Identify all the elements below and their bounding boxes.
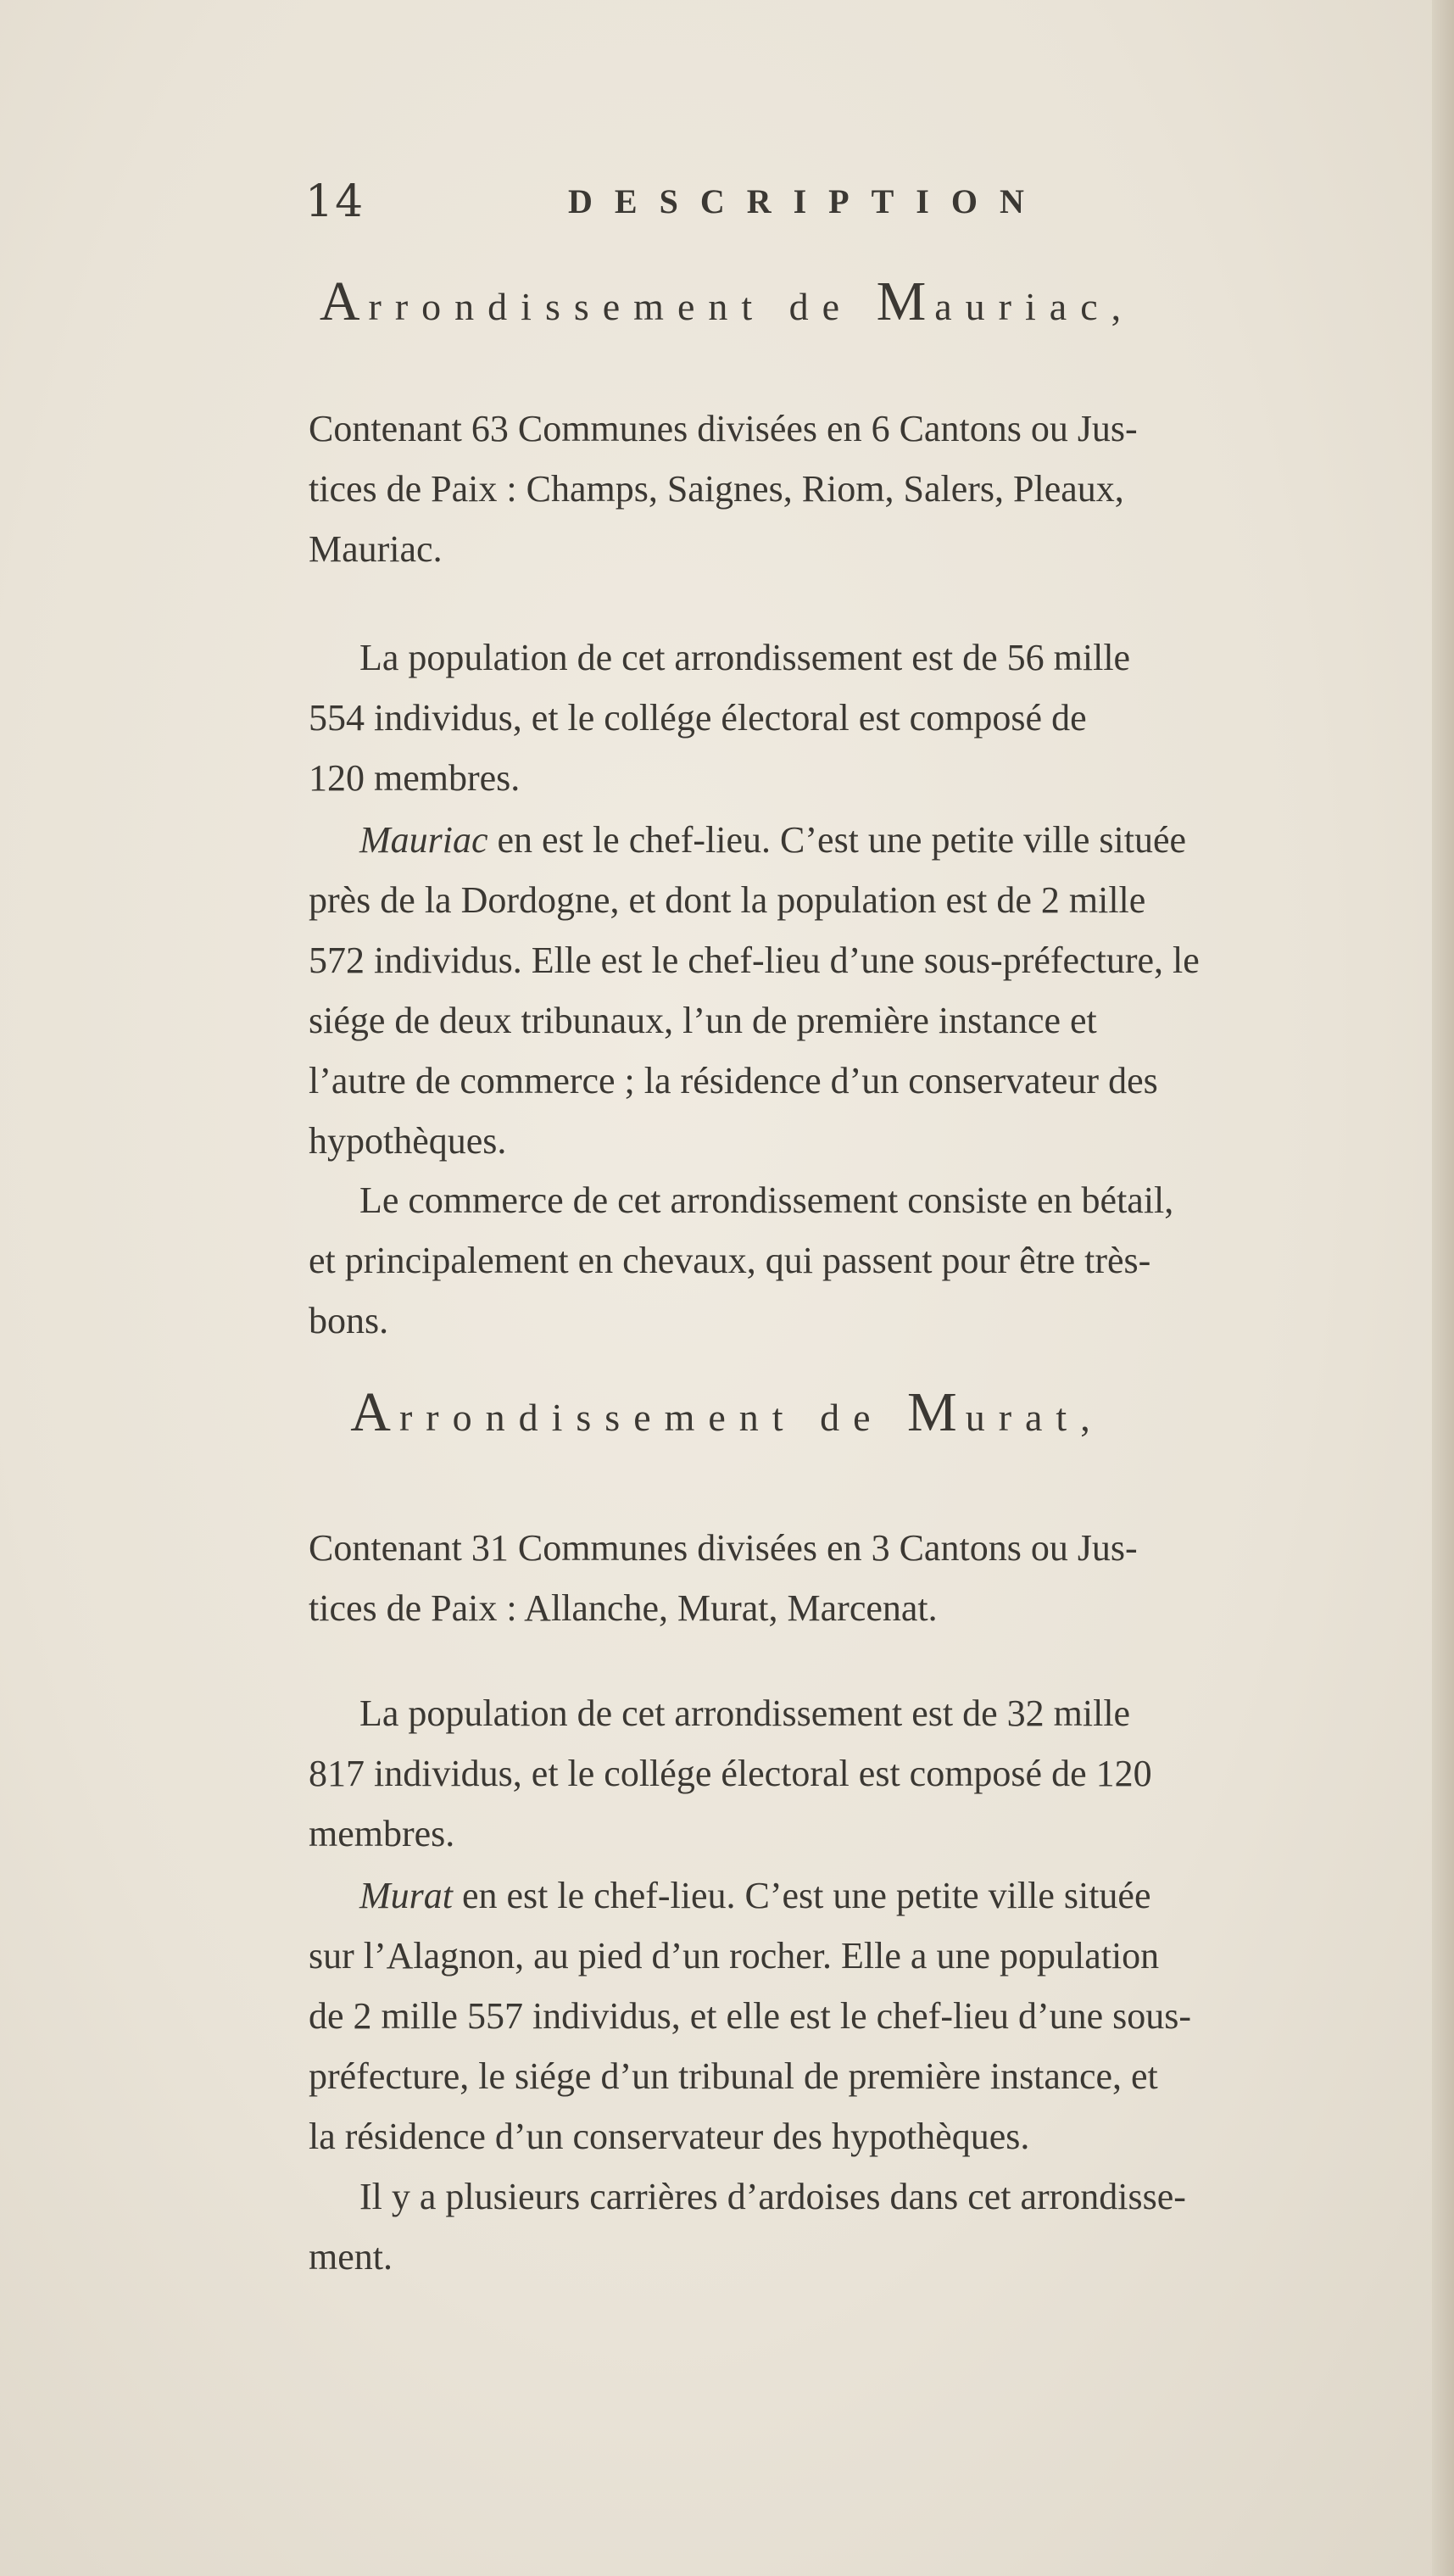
text-line: préfecture, le siége d’un tribunal de première instance, et <box>309 2055 1158 2097</box>
text-line: Contenant 31 Communes divisées en 3 Cantons ou Jus- <box>309 1527 1138 1569</box>
text-line: La population de cet arrondissement est de 56 mille <box>359 637 1131 678</box>
text-line: de 2 mille 557 individus, et elle est le chef-lieu d’une sous- <box>309 1995 1192 2037</box>
text-segment: en est le chef-lieu. C’est une petite ville située <box>453 1875 1151 1916</box>
title-mid: rrondissement de <box>368 285 877 328</box>
text-line: tices de Paix : Allanche, Murat, Marcenat. <box>309 1587 938 1629</box>
text-line: bons. <box>309 1300 389 1341</box>
mauriac-chef-lieu-paragraph <box>309 810 1450 1171</box>
title-end: urat, <box>965 1396 1104 1439</box>
murat-ardoises-paragraph <box>309 2166 1450 2287</box>
place-name: Murat <box>359 1875 453 1916</box>
page-header <box>305 176 1162 227</box>
section-title-mauriac <box>0 270 1454 334</box>
text-line: La population de cet arrondissement est de 32 mille <box>359 1692 1131 1734</box>
text-segment: en est le chef-lieu. C’est une petite ville située <box>487 819 1187 861</box>
text-line: 554 individus, et le collége électoral est composé de <box>309 697 1087 739</box>
text-line: hypothèques. <box>309 1120 507 1162</box>
page-number: 14 <box>305 176 365 227</box>
text-line: 817 individus, et le collége électoral est composé de 120 <box>309 1753 1152 1794</box>
text-line: membres. <box>309 1813 455 1854</box>
mauriac-cantons-paragraph <box>309 399 1450 579</box>
text-line <box>309 1865 1450 1926</box>
text-line <box>309 810 1450 870</box>
section-title-murat <box>0 1380 1454 1445</box>
place-name: Mauriac <box>359 819 488 861</box>
title-mid: rrondissement de <box>398 1396 907 1439</box>
title-big-letter: M <box>876 270 935 332</box>
text-line: sur l’Alagnon, au pied d’un rocher. Elle a une population <box>309 1935 1160 1977</box>
text-line: Contenant 63 Communes divisées en 6 Cantons ou Jus- <box>309 408 1138 449</box>
text-line: Le commerce de cet arrondissement consiste en bétail, <box>359 1179 1174 1221</box>
murat-chef-lieu-paragraph <box>309 1865 1450 2166</box>
text-line: près de la Dordogne, et dont la population est de 2 mille <box>309 879 1146 921</box>
text-line: Il y a plusieurs carrières d’ardoises dans cet arrondisse- <box>359 2176 1186 2217</box>
murat-cantons-paragraph <box>309 1518 1450 1638</box>
mauriac-commerce-paragraph <box>309 1170 1450 1351</box>
murat-population-paragraph <box>309 1683 1450 1864</box>
text-line: ment. <box>309 2236 393 2278</box>
mauriac-population-paragraph <box>309 627 1450 808</box>
text-line: la résidence d’un conservateur des hypothèques. <box>309 2116 1030 2157</box>
text-line: siége de deux tribunaux, l’un de première instance et <box>309 1000 1097 1041</box>
text-line: tices de Paix : Champs, Saignes, Riom, Salers, Pleaux, <box>309 468 1124 510</box>
title-big-letter: M <box>907 1381 966 1443</box>
text-line: et principalement en chevaux, qui passent pour être très- <box>309 1240 1151 1281</box>
text-line: l’autre de commerce ; la résidence d’un conservateur des <box>309 1060 1158 1101</box>
title-initial: A <box>350 1381 399 1443</box>
text-line: Mauriac. <box>309 528 443 570</box>
title-initial: A <box>319 270 369 332</box>
title-end: auriac, <box>934 285 1135 328</box>
text-line: 120 membres. <box>309 757 521 799</box>
running-head: DESCRIPTION <box>568 182 1046 220</box>
text-line: 572 individus. Elle est le chef-lieu d’une sous-préfecture, le <box>309 940 1200 981</box>
